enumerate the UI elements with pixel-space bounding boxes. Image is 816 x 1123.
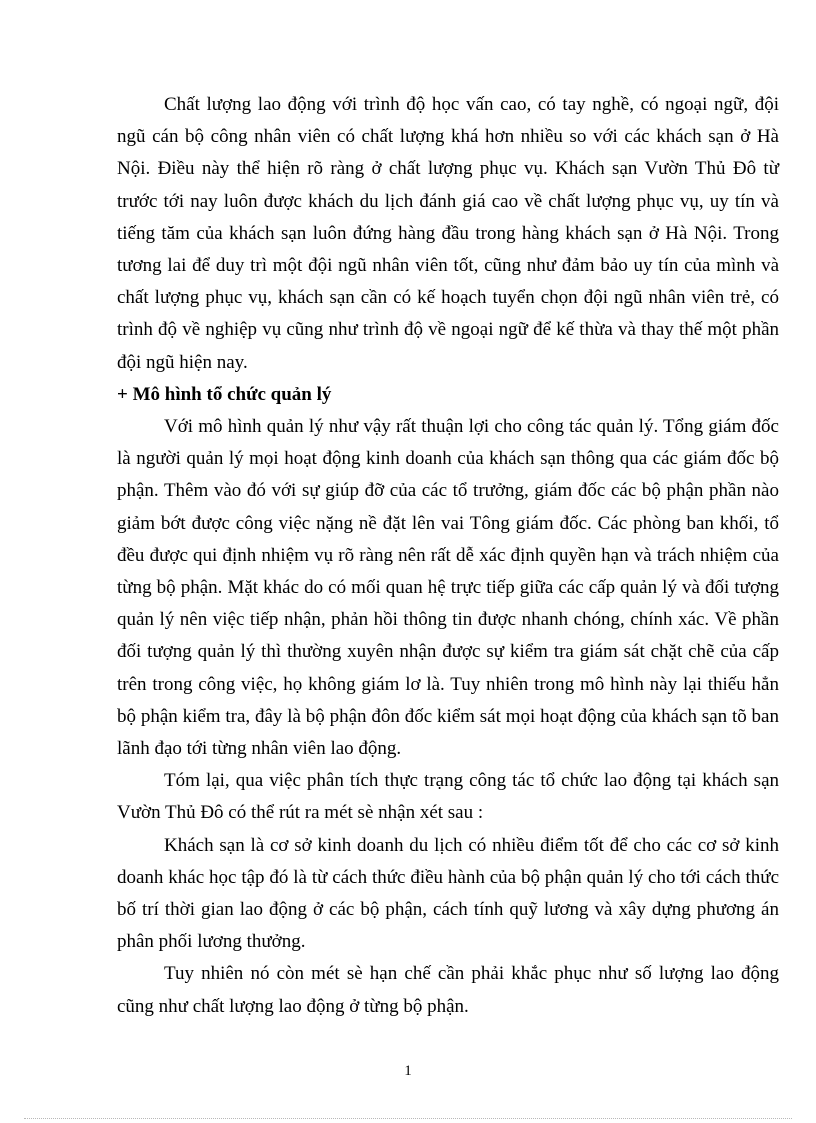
page-bottom-divider xyxy=(24,1118,792,1119)
paragraph-labor-quality: Chất lượng lao động với trình độ học vấn cao, có tay nghề, có ngoại ngữ, đội ngũ cán bộ công nhân viên có chất lượng khá hơn nhiều so với các khách sạn ở Hà Nội. Điều này thể hiện rõ ràng ở chất lượng phục vụ. Khách sạn Vườn Thủ Đô từ trước tới nay luôn được khách du lịch đánh giá cao về chất lượng phục vụ, uy tín và tiếng tăm của khách sạn luôn đứng hàng đầu trong hàng khách sạn ở Hà Nội. Trong tương lai để duy trì một đội ngũ nhân viên tốt, cũng như đảm bảo uy tín của mình và chất lượng phục vụ, khách sạn cần có kế hoạch tuyển chọn đội ngũ nhân viên trẻ, có trình độ về nghiệp vụ cũng như trình độ về ngoại ngữ để kế thừa và thay thế một phần đội ngũ hiện nay. xyxy=(117,94,779,373)
page-number: 1 xyxy=(404,1063,412,1079)
paragraph-strengths: Khách sạn là cơ sở kinh doanh du lịch có nhiều điểm tốt để cho các cơ sở kinh doanh khác học tập đó là từ cách thức điều hành của bộ phận quản lý cho tới cách thức bố trí thời gian lao động ở các bộ phận, cách tính quỹ lương và xây dựng phương án phân phối lương thưởng. xyxy=(117,834,779,953)
document-body xyxy=(117,89,779,1023)
paragraph-management-model: Với mô hình quản lý như vậy rất thuận lợi cho công tác quản lý. Tổng giám đốc là người quản lý mọi hoạt động kinh doanh của khách sạn thông qua các giám đốc bộ phận. Thêm vào đó với sự giúp đỡ của các tổ trưởng, giám đốc các bộ phận phần nào giảm bớt được công việc nặng nề đặt lên vai Tông giám đốc. Các phòng ban khối, tổ đều được qui định nhiệm vụ rõ ràng nên rất dễ xác định quyền hạn và trách nhiệm của từng bộ phận. Mặt khác do có mối quan hệ trực tiếp giữa các cấp quản lý và đối tượng quản lý nên việc tiếp nhận, phản hồi thông tin được nhanh chóng, chính xác. Về phần đối tượng quản lý thì thường xuyên nhận được sự kiểm tra giám sát chặt chẽ của cấp trên trong công việc, họ không giám lơ là. Tuy nhiên trong mô hình này lại thiếu hẳn bộ phận kiểm tra, đây là bộ phận đôn đốc kiểm sát mọi hoạt động của khách sạn tõ ban lãnh đạo tới từng nhân viên lao động. xyxy=(117,416,779,760)
paragraph-summary-intro: Tóm lại, qua việc phân tích thực trạng công tác tổ chức lao động tại khách sạn Vườn Thủ Đô có thể rút ra mét sè nhận xét sau : xyxy=(117,770,779,824)
section-heading-management-model: + Mô hình tổ chức quản lý xyxy=(117,383,332,405)
paragraph-limitations: Tuy nhiên nó còn mét sè hạn chế cần phải khắc phục như số lượng lao động cũng như chất lượng lao động ở từng bộ phận. xyxy=(117,963,779,1017)
